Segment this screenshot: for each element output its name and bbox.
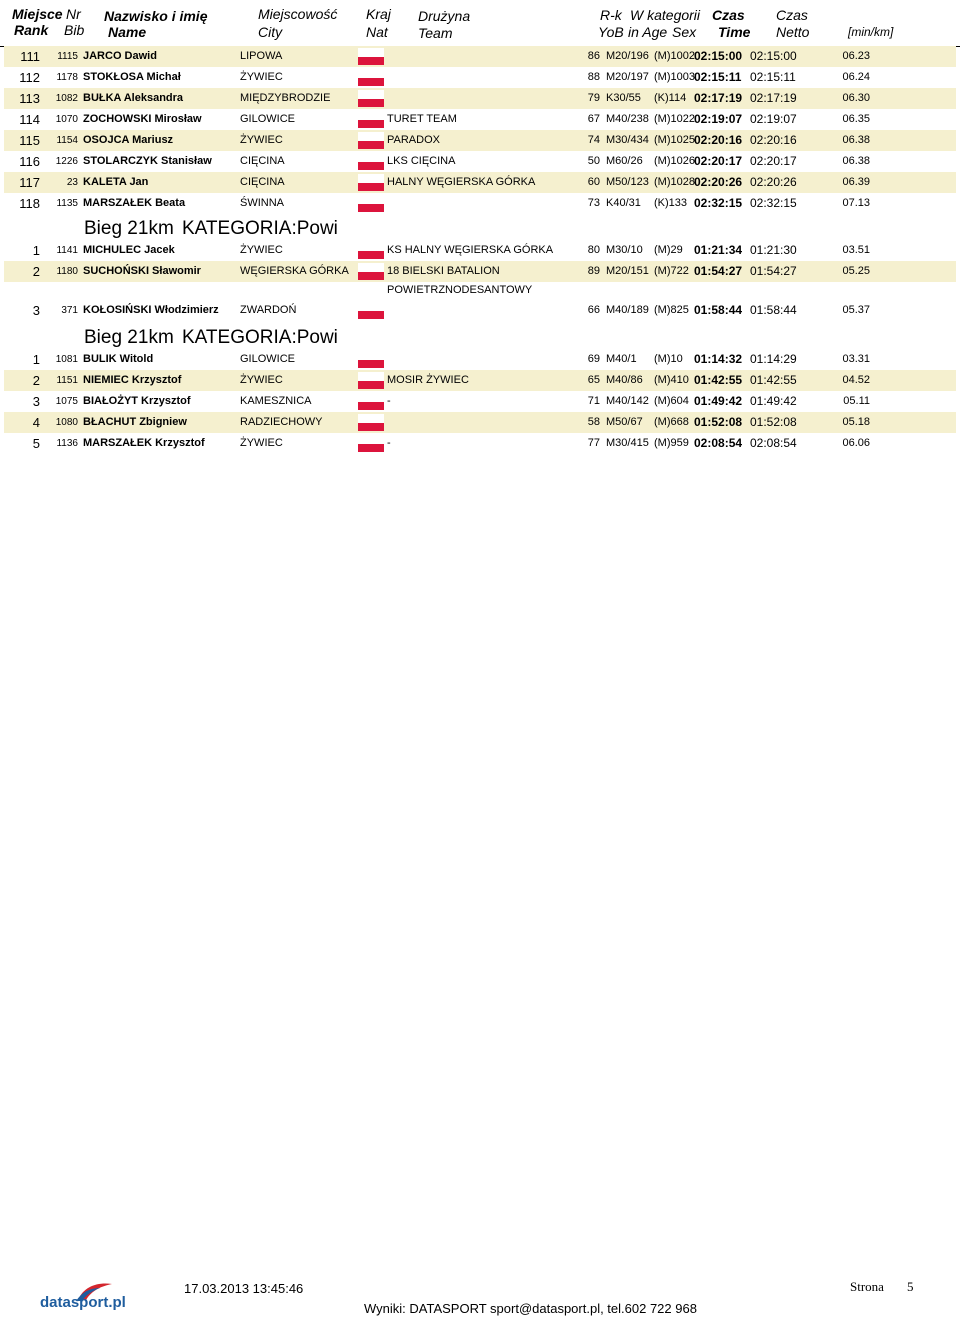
category-cell: M40/86 bbox=[606, 374, 643, 386]
name-cell: MICHULEC Jacek bbox=[83, 244, 175, 256]
bib-cell: 1136 bbox=[56, 438, 78, 449]
pace-cell: 05.18 bbox=[842, 416, 870, 428]
time-cell: 02:19:07 bbox=[694, 112, 743, 126]
table-row bbox=[4, 88, 956, 109]
category-cell: K30/55 bbox=[606, 92, 641, 104]
time-cell: 02:15:11 bbox=[694, 70, 742, 84]
team-cell: TURET TEAM bbox=[387, 113, 457, 125]
netto-cell: 01:21:30 bbox=[750, 243, 797, 257]
sex-rank-cell: (M)1002 bbox=[654, 50, 695, 62]
poland-flag-icon bbox=[358, 195, 384, 212]
table-row bbox=[4, 172, 956, 193]
time-cell: 01:54:27 bbox=[694, 264, 743, 278]
name-cell: NIEMIEC Krzysztof bbox=[83, 374, 182, 386]
yob-cell: 58 bbox=[587, 416, 600, 428]
poland-flag-icon bbox=[358, 90, 384, 107]
header-yob-pl: R-k bbox=[600, 7, 622, 23]
netto-cell: 01:52:08 bbox=[750, 415, 797, 429]
pace-cell: 06.24 bbox=[842, 71, 870, 83]
category-cell: M40/189 bbox=[606, 304, 649, 316]
rank-cell: 113 bbox=[19, 91, 40, 106]
city-cell: CIĘCINA bbox=[240, 176, 285, 188]
sex-rank-cell: (K)114 bbox=[654, 92, 687, 104]
city-cell: ŻYWIEC bbox=[240, 134, 283, 146]
pace-cell: 06.35 bbox=[842, 113, 870, 125]
sex-rank-cell: (M)1028 bbox=[654, 176, 695, 188]
bib-cell: 1081 bbox=[55, 354, 78, 365]
header-rank-en: Rank bbox=[14, 22, 49, 38]
time-cell: 02:20:16 bbox=[694, 133, 743, 147]
rank-cell: 3 bbox=[32, 303, 40, 318]
name-cell: JARCO Dawid bbox=[83, 50, 157, 62]
poland-flag-icon bbox=[358, 111, 384, 128]
poland-flag-icon bbox=[358, 263, 384, 280]
rank-cell: 116 bbox=[19, 154, 40, 169]
bib-cell: 1115 bbox=[57, 51, 78, 62]
netto-cell: 02:17:19 bbox=[750, 91, 797, 105]
category-cell: M60/26 bbox=[606, 155, 643, 167]
name-cell: KALETA Jan bbox=[83, 176, 149, 188]
header-rank-pl: Miejsce bbox=[12, 6, 63, 22]
pace-cell: 04.52 bbox=[842, 374, 870, 386]
team-cell: LKS CIĘCINA bbox=[387, 155, 456, 167]
poland-flag-icon bbox=[358, 372, 384, 389]
table-row bbox=[4, 151, 956, 172]
page-number: 5 bbox=[907, 1279, 914, 1294]
city-cell: KAMESZNICA bbox=[240, 395, 312, 407]
section-race-title: Bieg 21km bbox=[84, 327, 174, 348]
pace-cell: 03.31 bbox=[842, 353, 870, 365]
category-cell: M20/151 bbox=[606, 265, 649, 277]
poland-flag-icon bbox=[358, 414, 384, 431]
bib-cell: 1226 bbox=[55, 156, 78, 167]
bib-cell: 1135 bbox=[56, 198, 78, 209]
category-cell: M30/10 bbox=[606, 244, 643, 256]
netto-cell: 02:08:54 bbox=[750, 436, 797, 450]
sex-rank-cell: (M)410 bbox=[654, 374, 689, 386]
poland-flag-icon bbox=[358, 393, 384, 410]
category-cell: M50/123 bbox=[606, 176, 649, 188]
logo-text: datasport.pl bbox=[40, 1294, 126, 1311]
bib-cell: 1178 bbox=[56, 72, 78, 83]
yob-cell: 89 bbox=[587, 265, 600, 277]
pace-cell: 06.23 bbox=[842, 50, 870, 62]
netto-cell: 02:20:26 bbox=[750, 175, 797, 189]
bib-cell: 371 bbox=[61, 305, 78, 316]
name-cell: KOŁOSIŃSKI Włodzimierz bbox=[83, 304, 219, 316]
team-cell: KS HALNY WĘGIERSKA GÓRKA bbox=[387, 244, 554, 256]
team-cell: PARADOX bbox=[387, 134, 440, 146]
sex-rank-cell: (M)29 bbox=[654, 244, 683, 256]
header-netto-en: Netto bbox=[776, 24, 810, 40]
city-cell: GILOWICE bbox=[240, 113, 296, 125]
time-cell: 01:21:34 bbox=[694, 243, 743, 257]
table-row bbox=[4, 240, 956, 261]
header-pace: [min/km] bbox=[848, 25, 894, 39]
netto-cell: 02:19:07 bbox=[750, 112, 797, 126]
category-cell: M40/1 bbox=[606, 353, 637, 365]
header-team-pl: Drużyna bbox=[418, 8, 471, 24]
header-name-pl: Nazwisko i imię bbox=[104, 8, 208, 24]
sex-rank-cell: (M)668 bbox=[654, 416, 689, 428]
team-cell-continuation: POWIETRZNODESANTOWY bbox=[387, 284, 533, 296]
time-cell: 02:32:15 bbox=[694, 196, 743, 210]
name-cell: STOLARCZYK Stanisław bbox=[83, 155, 212, 167]
category-cell: M30/434 bbox=[606, 134, 649, 146]
yob-cell: 67 bbox=[587, 113, 600, 125]
netto-cell: 01:49:42 bbox=[750, 394, 797, 408]
category-cell: M40/238 bbox=[606, 113, 649, 125]
bib-cell: 1141 bbox=[56, 245, 78, 256]
poland-flag-icon bbox=[358, 302, 384, 319]
bib-cell: 1070 bbox=[55, 114, 78, 125]
section-category-title: KATEGORIA:Powi bbox=[182, 218, 338, 239]
bib-cell: 23 bbox=[66, 177, 78, 188]
category-cell: M30/415 bbox=[606, 437, 649, 449]
pace-cell: 05.37 bbox=[842, 304, 870, 316]
header-time-pl: Czas bbox=[712, 7, 745, 23]
time-cell: 02:20:26 bbox=[694, 175, 743, 189]
rank-cell: 1 bbox=[32, 352, 40, 367]
category-cell: M20/197 bbox=[606, 71, 649, 83]
rank-cell: 112 bbox=[19, 70, 40, 85]
team-cell: - bbox=[387, 395, 391, 407]
time-cell: 01:52:08 bbox=[694, 415, 743, 429]
print-datetime: 17.03.2013 13:45:46 bbox=[184, 1281, 304, 1296]
section-race-title: Bieg 21km bbox=[84, 218, 174, 239]
page-label: Strona bbox=[850, 1279, 884, 1294]
netto-cell: 02:20:17 bbox=[750, 154, 797, 168]
city-cell: ŻYWIEC bbox=[240, 437, 283, 449]
pace-cell: 05.25 bbox=[842, 265, 870, 277]
category-cell: M20/196 bbox=[606, 50, 649, 62]
time-cell: 02:17:19 bbox=[694, 91, 743, 105]
section-category-title: KATEGORIA:Powi bbox=[182, 327, 338, 348]
pace-cell: 06.38 bbox=[842, 134, 870, 146]
rank-cell: 3 bbox=[32, 394, 40, 409]
bib-cell: 1082 bbox=[55, 93, 78, 104]
name-cell: STOKŁOSA Michał bbox=[83, 71, 181, 83]
yob-cell: 60 bbox=[587, 176, 600, 188]
header-yob-en: YoB bbox=[598, 24, 624, 40]
yob-cell: 74 bbox=[587, 134, 600, 146]
bib-cell: 1154 bbox=[56, 135, 78, 146]
rank-cell: 5 bbox=[32, 436, 40, 451]
table-row bbox=[4, 391, 956, 412]
time-cell: 02:20:17 bbox=[694, 154, 743, 168]
name-cell: BUŁKA Aleksandra bbox=[83, 92, 184, 104]
sex-rank-cell: (K)133 bbox=[654, 197, 688, 209]
yob-cell: 86 bbox=[587, 50, 600, 62]
city-cell: RADZIECHOWY bbox=[240, 416, 323, 428]
poland-flag-icon bbox=[358, 132, 384, 149]
team-cell: 18 BIELSKI BATALION bbox=[387, 265, 500, 277]
city-cell: ŻYWIEC bbox=[240, 374, 283, 386]
netto-cell: 01:14:29 bbox=[750, 352, 797, 366]
sex-rank-cell: (M)825 bbox=[654, 304, 689, 316]
rank-cell: 2 bbox=[32, 373, 40, 388]
poland-flag-icon bbox=[358, 153, 384, 170]
time-cell: 01:49:42 bbox=[694, 394, 743, 408]
yob-cell: 80 bbox=[587, 244, 600, 256]
city-cell: ŻYWIEC bbox=[240, 244, 283, 256]
table-row bbox=[4, 433, 956, 454]
netto-cell: 01:42:55 bbox=[750, 373, 797, 387]
pace-cell: 06.39 bbox=[842, 176, 870, 188]
poland-flag-icon bbox=[358, 69, 384, 86]
city-cell: GILOWICE bbox=[240, 353, 296, 365]
sex-rank-cell: (M)1026 bbox=[654, 155, 695, 167]
rank-cell: 2 bbox=[32, 264, 40, 279]
netto-cell: 02:32:15 bbox=[750, 196, 797, 210]
netto-cell: 02:15:11 bbox=[750, 70, 796, 84]
city-cell: WĘGIERSKA GÓRKA bbox=[240, 265, 349, 277]
table-row bbox=[4, 46, 956, 67]
team-cell: - bbox=[387, 437, 391, 449]
category-cell: M40/142 bbox=[606, 395, 649, 407]
name-cell: BULIK Witold bbox=[83, 353, 154, 365]
rank-cell: 4 bbox=[32, 415, 40, 430]
pace-cell: 05.11 bbox=[843, 395, 870, 407]
sex-rank-cell: (M)604 bbox=[654, 395, 689, 407]
city-cell: MIĘDZYBRODZIE bbox=[240, 92, 331, 104]
table-row bbox=[4, 261, 956, 282]
header-team-en: Team bbox=[418, 25, 453, 41]
rank-cell: 114 bbox=[19, 112, 40, 127]
table-row bbox=[4, 130, 956, 151]
table-row bbox=[4, 109, 956, 130]
netto-cell: 02:15:00 bbox=[750, 49, 797, 63]
rank-cell: 1 bbox=[32, 243, 40, 258]
header-time-en: Time bbox=[718, 24, 751, 40]
rank-cell: 115 bbox=[19, 133, 40, 148]
yob-cell: 65 bbox=[587, 374, 600, 386]
header-bib-pl: Nr bbox=[66, 6, 81, 22]
rank-cell: 117 bbox=[19, 175, 40, 190]
poland-flag-icon bbox=[358, 48, 384, 65]
rank-cell: 111 bbox=[20, 49, 40, 64]
pace-cell: 06.06 bbox=[842, 437, 870, 449]
poland-flag-icon bbox=[358, 174, 384, 191]
category-cell: K40/31 bbox=[606, 197, 641, 209]
city-cell: ŻYWIEC bbox=[240, 71, 283, 83]
poland-flag-icon bbox=[358, 242, 384, 259]
table-row bbox=[4, 412, 956, 433]
header-category-en: in Age bbox=[628, 24, 668, 40]
name-cell: BŁACHUT Zbigniew bbox=[83, 416, 187, 428]
rank-cell: 118 bbox=[19, 196, 40, 211]
table-row bbox=[4, 370, 956, 391]
city-cell: ŚWINNA bbox=[240, 197, 284, 209]
time-cell: 01:42:55 bbox=[694, 373, 743, 387]
pace-cell: 07.13 bbox=[842, 197, 870, 209]
header-nat-pl: Kraj bbox=[366, 6, 391, 22]
header-name-en: Name bbox=[108, 24, 147, 40]
yob-cell: 71 bbox=[587, 395, 600, 407]
bib-cell: 1180 bbox=[56, 266, 78, 277]
sex-rank-cell: (M)722 bbox=[654, 265, 689, 277]
yob-cell: 73 bbox=[587, 197, 600, 209]
netto-cell: 02:20:16 bbox=[750, 133, 797, 147]
header-nat-en: Nat bbox=[366, 24, 388, 40]
bib-cell: 1080 bbox=[55, 417, 78, 428]
yob-cell: 50 bbox=[587, 155, 600, 167]
poland-flag-icon bbox=[358, 435, 384, 452]
name-cell: OSOJCA Mariusz bbox=[83, 134, 174, 146]
name-cell: ZOCHOWSKI Mirosław bbox=[83, 113, 202, 125]
category-cell: M50/67 bbox=[606, 416, 643, 428]
city-cell: LIPOWA bbox=[240, 50, 283, 62]
name-cell: SUCHOŃSKI Sławomir bbox=[83, 265, 201, 277]
time-cell: 02:15:00 bbox=[694, 49, 743, 63]
header-city-pl: Miejscowość bbox=[258, 6, 338, 22]
table-row bbox=[4, 349, 956, 370]
results-credits: Wyniki: DATASPORT sport@datasport.pl, tel.602 722 968 bbox=[364, 1301, 697, 1316]
bib-cell: 1075 bbox=[55, 396, 78, 407]
city-cell: CIĘCINA bbox=[240, 155, 285, 167]
poland-flag-icon bbox=[358, 351, 384, 368]
netto-cell: 01:54:27 bbox=[750, 264, 797, 278]
yob-cell: 69 bbox=[587, 353, 600, 365]
name-cell: BIAŁOŻYT Krzysztof bbox=[83, 395, 191, 407]
yob-cell: 66 bbox=[587, 304, 600, 316]
pace-cell: 06.38 bbox=[842, 155, 870, 167]
sex-rank-cell: (M)10 bbox=[654, 353, 683, 365]
city-cell: ZWARDOŃ bbox=[240, 304, 297, 316]
sex-rank-cell: (M)1003 bbox=[654, 71, 695, 83]
header-sex: Sex bbox=[672, 24, 697, 40]
table-row bbox=[4, 67, 956, 88]
pace-cell: 03.51 bbox=[842, 244, 870, 256]
header-city-en: City bbox=[258, 24, 283, 40]
header-netto-pl: Czas bbox=[776, 7, 808, 23]
sex-rank-cell: (M)959 bbox=[654, 437, 689, 449]
pace-cell: 06.30 bbox=[842, 92, 870, 104]
header-category-pl: W kategorii bbox=[630, 7, 701, 23]
netto-cell: 01:58:44 bbox=[750, 303, 797, 317]
team-cell: MOSIR ŻYWIEC bbox=[387, 374, 469, 386]
table-row bbox=[4, 300, 956, 321]
team-cell: HALNY WĘGIERSKA GÓRKA bbox=[387, 176, 536, 188]
name-cell: MARSZAŁEK Krzysztof bbox=[83, 437, 205, 449]
table-row bbox=[4, 193, 956, 214]
time-cell: 01:58:44 bbox=[694, 303, 743, 317]
yob-cell: 88 bbox=[587, 71, 600, 83]
bib-cell: 1151 bbox=[56, 375, 78, 386]
sex-rank-cell: (M)1025 bbox=[654, 134, 695, 146]
time-cell: 02:08:54 bbox=[694, 436, 743, 450]
sex-rank-cell: (M)1022 bbox=[654, 113, 695, 125]
name-cell: MARSZAŁEK Beata bbox=[83, 197, 186, 209]
header-bib-en: Bib bbox=[64, 22, 85, 38]
yob-cell: 79 bbox=[587, 92, 600, 104]
results-table-header bbox=[0, 0, 960, 47]
yob-cell: 77 bbox=[587, 437, 600, 449]
datasport-logo bbox=[40, 1280, 130, 1316]
time-cell: 01:14:32 bbox=[694, 352, 743, 366]
